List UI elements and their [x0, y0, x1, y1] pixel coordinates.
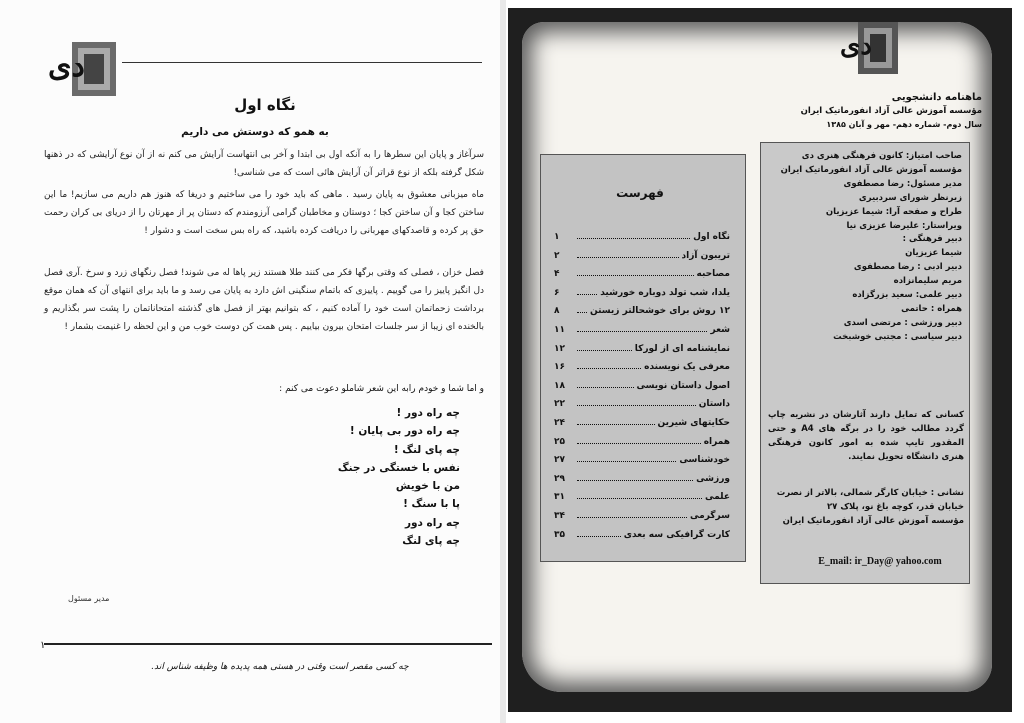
toc-entry-label: نگاه اول [693, 232, 730, 242]
toc-leader [577, 342, 632, 351]
toc-entry [554, 342, 730, 361]
poem-line: چه پای لنگ ! [393, 443, 460, 456]
toc-entry-page: ۱ [554, 232, 560, 242]
toc-leader [577, 249, 679, 258]
toc-entry [554, 323, 730, 342]
toc-entry-label: معرفی یک نویسنده [644, 362, 730, 373]
staff-list [766, 150, 962, 345]
toc-entry [554, 509, 730, 528]
toc-entry-page: ۸ [554, 306, 560, 317]
toc-entry-page: ۳۴ [554, 510, 565, 521]
toc-entry-label: کارت گرافیکی سه بعدی [623, 529, 730, 540]
toc-leader [577, 323, 707, 332]
toc-entry-label: حکایتهای شیرین [657, 417, 730, 428]
toc-entry-label: تریبون آزاد [681, 250, 730, 261]
toc-leader [577, 509, 687, 518]
toc-leader [577, 472, 693, 481]
toc-entry-label: همراه [703, 436, 730, 447]
magazine-name: ماهنامه دانشجویی [891, 92, 982, 103]
toc-entry [554, 416, 730, 435]
toc-leader [577, 267, 694, 276]
toc-entry-page: ۲۹ [554, 473, 565, 484]
toc-entry-page: ۳۱ [554, 492, 565, 503]
poem-intro: و اما شما و خودم رابه این شعر شاملو دعوت می کنم : [279, 384, 484, 394]
institute-name: مؤسسه آموزش عالی آزاد انفورماتیک ایران [800, 106, 982, 116]
toc-entry-label: اصول داستان نویسی [636, 380, 730, 391]
toc-entry [554, 435, 730, 454]
toc-leader [577, 416, 655, 425]
poem-line: نفس با خستگی در جنگ [337, 461, 460, 474]
toc-leader [577, 304, 587, 313]
toc-entry-page: ۲ [554, 250, 560, 261]
toc-leader [577, 360, 641, 369]
paragraph-3: فصل خزان ، فصلی که وقتی برگها فکر می کنند طلا هستند زیر پاها له می شوند! فصل رنگهای زرد و سرخ .آری فصل دل انگیز پاییز را می گوییم . پاییزی که باتمام سنگینی اش دارد به پایان می رسد و ما باید برای انتهای آن که همان موقع برداشت زحماتمان است خود را آماده کنیم ، که بتوانیم بهتر از فصل های گذشته امتحاناتمان را پشت سر بگذاریم و بالخنده ای زیبا از سر جلسات امتحان بیرون بیاییم . پس همت کن دوست خوب من و این لحظه را غنیمت بشمار ! [44, 268, 484, 332]
poem-line: چه راه دور ! [396, 407, 460, 419]
toc-entry-page: ۴ [554, 269, 560, 280]
signature: مدیر مسئول [68, 594, 110, 603]
paragraph-2: ماه میزبانی معشوق به پایان رسید . ماهی که باید خود را می ساختیم و دریغا که هنوز هم داریم می سازیم! ما این ساختن کجا و آن ساختن کجا ؛ دوستان و مخاطبان گرامی آرزومندم که دستان پر از مهرتان را از دریای بی کران رحمت حق پر کرده و قاصدکهای مهربانی را دریافت کرده باشید، که راه بس سخت است و دشوار ! [44, 190, 484, 236]
staff-line: دبیر ادبی : رضا مصطفوی [853, 262, 962, 273]
staff-line: طراح و صفحه آرا: شیما عزیزیان [825, 206, 962, 217]
logo-text: دی [840, 31, 872, 61]
staff-line: ویراستار: علیرضا عزیزی نیا [846, 220, 962, 231]
toc-entry [554, 472, 730, 491]
toc-entry-page: ۲۴ [554, 417, 565, 428]
toc-entry-label: داستان [698, 399, 730, 410]
toc-leader [577, 379, 634, 388]
staff-line: دبیر سیاسی : مجتبی خوشبخت [833, 331, 962, 342]
toc-entry [554, 379, 730, 398]
toc-entry-page: ۲۵ [554, 436, 565, 447]
paragraph-1: سرآغاز و پایان این سطرها را به آنکه اول بی ابتدا و آخر بی انتهاست آرایش می کنم نه از آن نوع آرایشی که در ذهنها شکل گرفته بلکه از نوع قراتر آن آرایش هائی است که می شناسی! [44, 150, 484, 178]
poem-line: پا با سنگ ! [403, 498, 460, 511]
toc-entry-label: یلدا، شب تولد دوباره خورشید [600, 287, 730, 298]
poem [330, 404, 460, 550]
header-rule [122, 62, 482, 63]
magazine-logo-right [838, 18, 902, 80]
toc-leader [577, 397, 696, 406]
staff-line: مریم سلیمانزاده [893, 276, 962, 287]
toc-entry-label: خودشناسی [679, 455, 730, 466]
toc-entry-page: ۱۸ [554, 380, 565, 391]
poem-line: من با خویش [395, 480, 460, 493]
toc-title: فهرست [616, 186, 664, 200]
staff-line: شیما عزیزیان [905, 248, 962, 259]
footer-rule [44, 643, 492, 645]
staff-line: دبیر علمی: سعید بزرگزاده [852, 290, 962, 301]
submission-note: کسانی که تمایل دارند آثارشان در نشریه چاپ گردد مطالب خود را در برگه های A4 و حتی المقدور تایپ شده به امور کانون فرهنگی هنری دانشگاه تحویل نمایند. [768, 410, 964, 462]
toc-entry-page: ۱۱ [554, 324, 565, 335]
lead-line: به همو که دوستش می داریم [181, 126, 329, 138]
toc-leader [577, 230, 690, 239]
toc-leader [577, 453, 676, 462]
staff-line: دبیر ورزشی : مرتضی اسدی [843, 317, 962, 328]
toc-leader [577, 435, 701, 444]
staff-line: مدیر مسئول: رضا مصطفوی [843, 178, 962, 189]
address [768, 486, 964, 528]
toc-leader [577, 490, 702, 499]
toc-entry-label: علمی [705, 492, 730, 503]
toc-entry [554, 397, 730, 416]
toc-entry [554, 528, 730, 547]
address-line: خیابان قدر، کوچه باغ نو، پلاک ۲۷ [826, 502, 964, 512]
poem-line: چه راه دور بی پایان ! [349, 425, 460, 438]
toc-entry-page: ۶ [554, 287, 560, 298]
toc-entry [554, 490, 730, 509]
toc-entry-page: ۱۶ [554, 362, 565, 373]
toc-entry [554, 360, 730, 379]
table-of-contents [554, 230, 730, 546]
address-line: نشانی : خیابان کارگر شمالی، بالاتر از نصرت [776, 488, 964, 498]
staff-line: مؤسسه آموزش عالی آزاد انفورماتیک ایران [780, 164, 962, 175]
toc-entry [554, 249, 730, 268]
toc-entry-label: سرگرمی [690, 510, 730, 521]
toc-entry-page: ۱۲ [554, 343, 565, 354]
toc-entry-label: مصاحبه [696, 269, 730, 280]
page-gutter [500, 0, 506, 723]
address-line: مؤسسه آموزش عالی آزاد انفورماتیک ایران [782, 516, 964, 526]
footer-quote: چه کسی مقصر است وقتی در هستی همه پدیده ها وظیفه شناس اند. [151, 662, 409, 672]
toc-entry [554, 267, 730, 286]
toc-entry-page: ۲۷ [554, 455, 565, 466]
toc-entry-label: ۱۲ روش برای خوشحالتر زیستن [589, 306, 730, 317]
staff-line: صاحب امتیاز: کانون فرهنگی هنری دی [801, 151, 962, 161]
staff-line: همراه : حاتمی [901, 303, 962, 314]
staff-line: دبیر فرهنگی : [902, 234, 962, 245]
poem-line: چه راه دور [404, 516, 460, 529]
poem-line: چه پای لنگ [402, 535, 460, 548]
page-number: ۱ [40, 640, 46, 651]
toc-leader [577, 286, 597, 295]
toc-leader [577, 528, 621, 537]
email-address: E_mail: ir_Day@ yahoo.com [818, 556, 942, 567]
toc-entry-page: ۳۵ [554, 529, 565, 540]
toc-entry [554, 230, 730, 249]
toc-entry [554, 304, 730, 323]
staff-line: زیرنظر شورای سردبیری [858, 192, 962, 203]
toc-entry [554, 286, 730, 305]
toc-entry-label: ورزشی [696, 473, 730, 484]
page-title: نگاه اول [234, 96, 296, 114]
toc-entry-label: شعر [710, 324, 730, 335]
logo-text: دی [48, 49, 85, 84]
toc-entry-page: ۲۲ [554, 399, 565, 410]
magazine-logo [44, 36, 122, 102]
toc-entry [554, 453, 730, 472]
toc-entry-label: نمایشنامه ای از لورکا [634, 343, 730, 354]
issue-line: سال دوم- شماره دهم- مهر و آبان ۱۳۸۵ [826, 120, 982, 129]
